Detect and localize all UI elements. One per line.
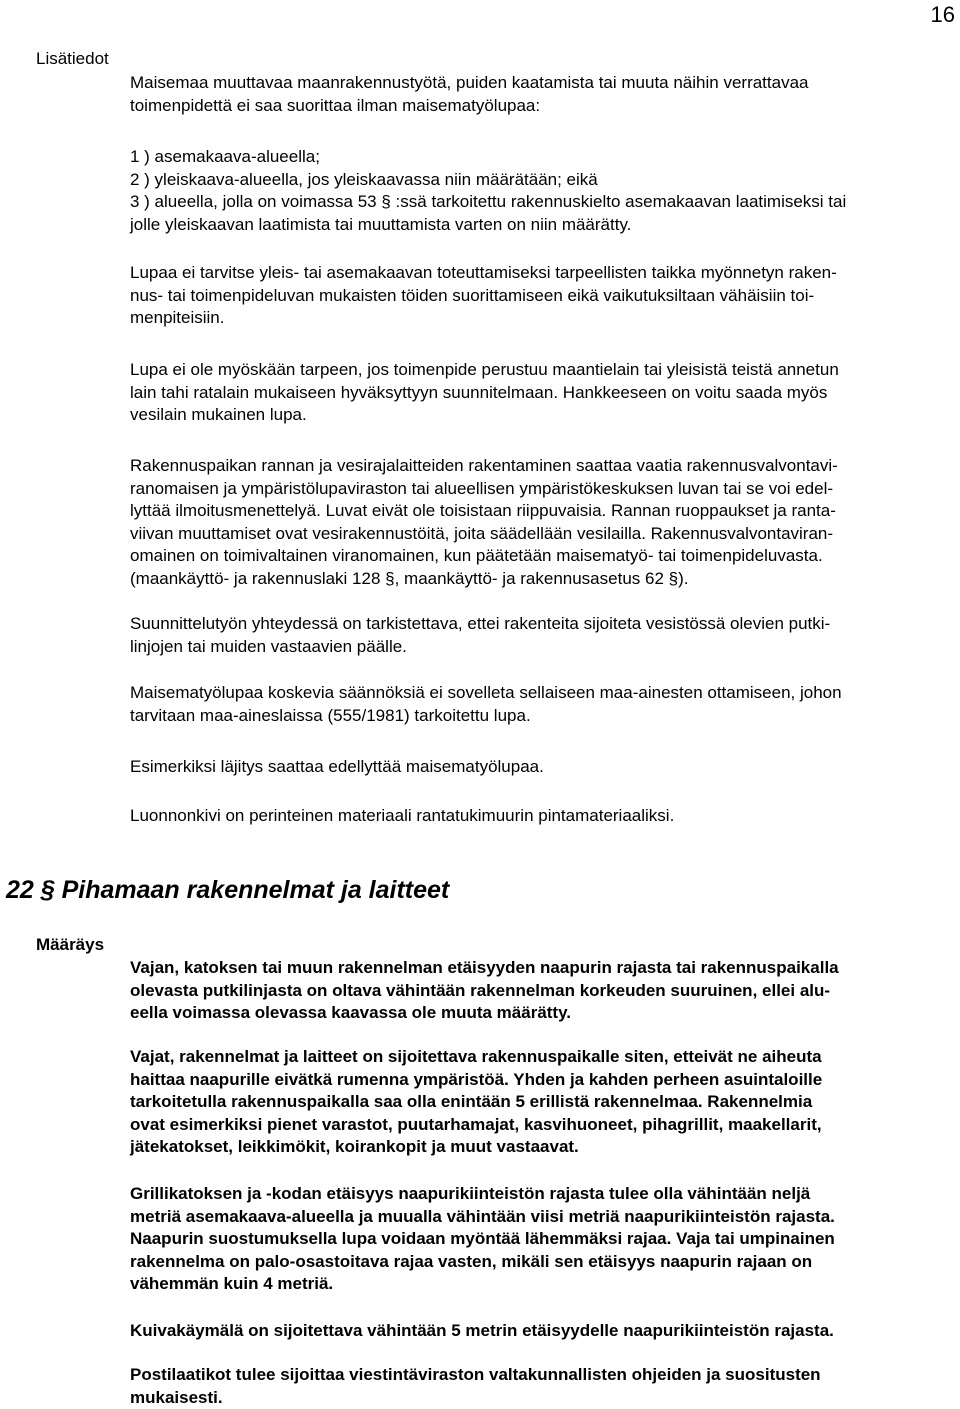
regulation-grilli: [130, 1183, 956, 1296]
list-item: 1 ) asemakaava-alueella;: [130, 146, 956, 169]
text-line: jätekatokset, leikkimökit, koirankopit ja muut vastaavat.: [130, 1136, 956, 1159]
text-line: toimenpidettä ei saa suorittaa ilman maisematyölupaa:: [130, 95, 956, 118]
text-line: mukaisesti.: [130, 1387, 956, 1409]
list-item: 2 ) yleiskaava-alueella, jos yleiskaavassa niin määrätään; eikä: [130, 169, 956, 192]
paragraph-luonnonkivi: [130, 805, 956, 828]
text-line: Lupa ei ole myöskään tarpeen, jos toimenpide perustuu maantielain tai yleisistä teistä annetun: [130, 359, 956, 382]
text-line: olevasta putkilinjasta on oltava vähintään rakennelman korkeuden suuruinen, ellei alu-: [130, 980, 956, 1003]
text-line: vähemmän kuin 4 metriä.: [130, 1273, 956, 1296]
intro-paragraph: [130, 72, 956, 117]
text-line: lain tahi ratalain mukaiseen hyväksyttyyn suunnitelmaan. Hankkeeseen on voitu saada myös: [130, 382, 956, 405]
text-line: omainen on toimivaltainen viranomainen, kun päätetään maisematyö- tai toimenpideluvasta.: [130, 545, 956, 568]
regulation-vajat: [130, 1046, 956, 1159]
text-line: Luonnonkivi on perinteinen materiaali rantatukimuurin pintamateriaaliksi.: [130, 805, 956, 828]
text-line: linjojen tai muiden vastaavien päälle.: [130, 636, 956, 659]
text-line: Lupaa ei tarvitse yleis- tai asemakaavan toteuttamiseksi tarpeellisten taikka myönnetyn raken-: [130, 262, 956, 285]
text-line: rakennelma on palo-osastoitava rajaa vasten, mikäli sen etäisyys naapurin rajaan on: [130, 1251, 956, 1274]
paragraph-rakennuspaikan: [130, 455, 956, 590]
lisatiedot-label: Lisätiedot: [36, 48, 109, 70]
permit-area-list: [130, 146, 956, 236]
text-line: ranomaisen ja ympäristölupaviraston tai alueellisen ympäristökeskuksen luvan tai se voi edel-: [130, 478, 956, 501]
paragraph-esimerkiksi: [130, 756, 956, 779]
text-line: Postilaatikot tulee sijoittaa viestintäviraston valtakunnallisten ohjeiden ja suositusten: [130, 1364, 956, 1387]
regulation-postilaatikot: [130, 1364, 956, 1409]
text-line: Rakennuspaikan rannan ja vesirajalaitteiden rakentaminen saattaa vaatia rakennusvalvontavi-: [130, 455, 956, 478]
section-heading: 22 § Pihamaan rakennelmat ja laitteet: [6, 874, 449, 906]
text-line: Kuivakäymälä on sijoitettava vähintään 5 metrin etäisyydelle naapurikiinteistön rajasta.: [130, 1320, 956, 1343]
text-line: Naapurin suostumuksella lupa voidaan myöntää lähemmäksi rajaa. Vaja tai umpinainen: [130, 1228, 956, 1251]
paragraph-maisematyolupa: [130, 682, 956, 727]
text-line: haittaa naapurille eivätkä rumenna ympäristöä. Yhden ja kahden perheen asuintaloille: [130, 1069, 956, 1092]
text-line: vesilain mukainen lupa.: [130, 404, 956, 427]
text-line: Grillikatoksen ja -kodan etäisyys naapurikiinteistön rajasta tulee olla vähintään neljä: [130, 1183, 956, 1206]
text-line: (maankäyttö- ja rakennuslaki 128 §, maankäyttö- ja rakennusasetus 62 §).: [130, 568, 956, 591]
text-line: Esimerkiksi läjitys saattaa edellyttää maisematyölupaa.: [130, 756, 956, 779]
text-line: Suunnittelutyön yhteydessä on tarkistettava, ettei rakenteita sijoiteta vesistössä olevien putki-: [130, 613, 956, 636]
maarays-label: Määräys: [36, 934, 104, 956]
text-line: Vajan, katoksen tai muun rakennelman etäisyyden naapurin rajasta tai rakennuspaikalla: [130, 957, 956, 980]
list-item: 3 ) alueella, jolla on voimassa 53 § :ssä tarkoitettu rakennuskielto asemakaavan laatimiseksi tai: [130, 191, 956, 214]
text-line: eella voimassa olevassa kaavassa ole muuta määrätty.: [130, 1002, 956, 1025]
paragraph-suunnittelu: [130, 613, 956, 658]
text-line: metriä asemakaava-alueella ja muualla vähintään viisi metriä naapurikiinteistön rajasta.: [130, 1206, 956, 1229]
text-line: tarvitaan maa-aineslaissa (555/1981) tarkoitettu lupa.: [130, 705, 956, 728]
text-line: Maisemaa muuttavaa maanrakennustyötä, puiden kaatamista tai muuta näihin verrattavaa: [130, 72, 956, 95]
list-item: jolle yleiskaavan laatimista tai muuttamista varten on niin määrätty.: [130, 214, 956, 237]
text-line: ovat esimerkiksi pienet varastot, puutarhamajat, kasvihuoneet, pihagrillit, maakellarit,: [130, 1114, 956, 1137]
paragraph-lupaa: [130, 262, 956, 330]
text-line: Maisematyölupaa koskevia säännöksiä ei sovelleta sellaiseen maa-ainesten ottamiseen, johon: [130, 682, 956, 705]
text-line: tarkoitetulla rakennuspaikalla saa olla enintään 5 erillistä rakennelmaa. Rakennelmia: [130, 1091, 956, 1114]
regulation-vajan: [130, 957, 956, 1025]
regulation-kuivakaymala: [130, 1320, 956, 1343]
text-line: viivan muuttamiset ovat vesirakennustöitä, joita säädellään vesilailla. Rakennusvalvontaviran-: [130, 523, 956, 546]
text-line: lyttää ilmoitusmenettelyä. Luvat eivät ole toisistaan riippuvaisia. Rannan ruoppaukset ja ranta-: [130, 500, 956, 523]
page-number: 16: [931, 2, 955, 28]
text-line: nus- tai toimenpideluvan mukaisten töiden suorittamiseen eikä vaikutuksiltaan vähäisiin toi-: [130, 285, 956, 308]
text-line: menpiteisiin.: [130, 307, 956, 330]
paragraph-lupa: [130, 359, 956, 427]
text-line: Vajat, rakennelmat ja laitteet on sijoitettava rakennuspaikalle siten, etteivät ne aiheuta: [130, 1046, 956, 1069]
